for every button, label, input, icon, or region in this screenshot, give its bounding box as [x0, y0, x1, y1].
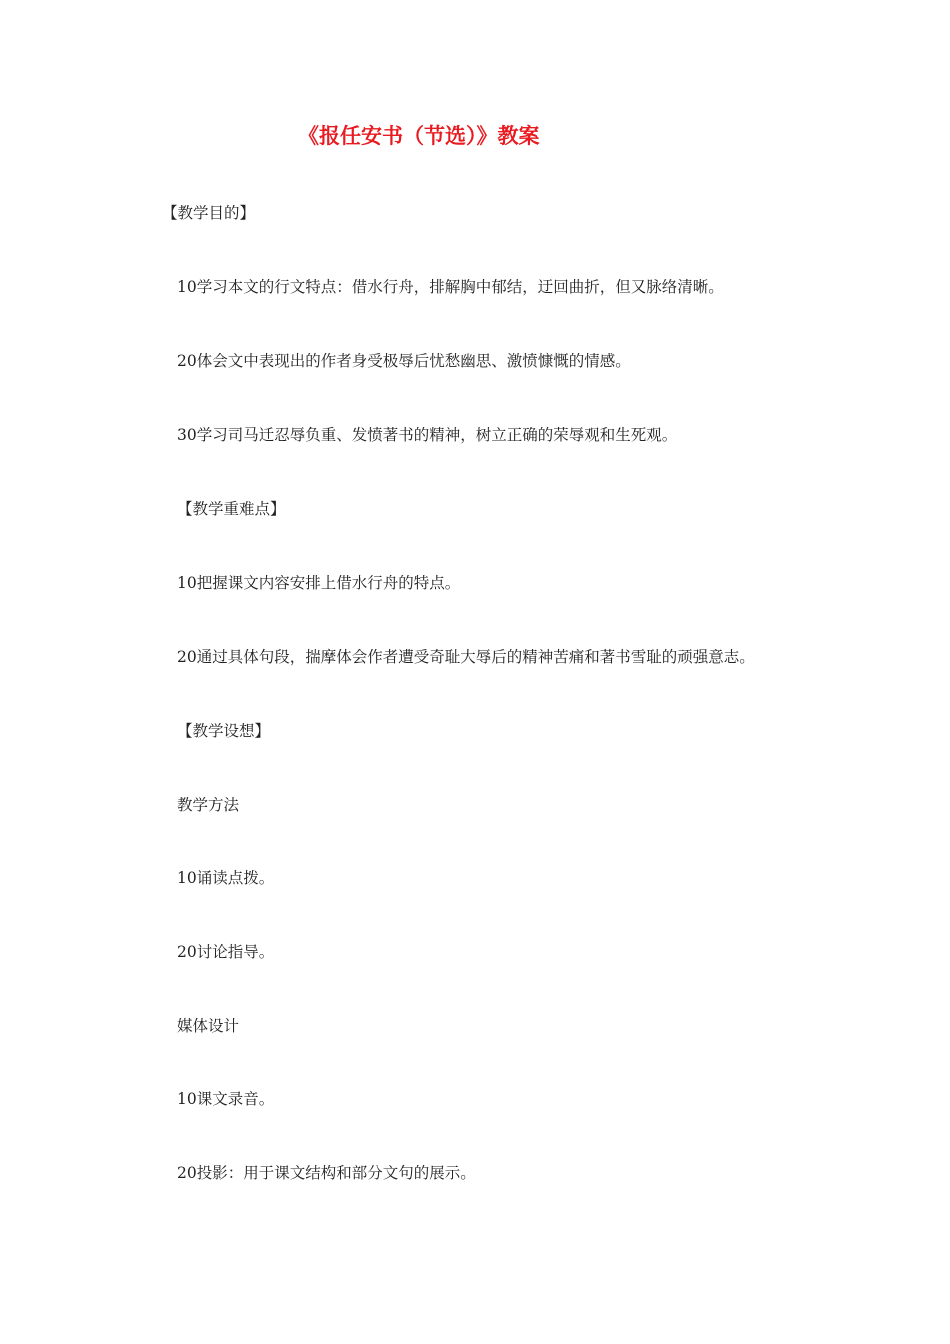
section-heading-design: 【教学设想】	[177, 722, 271, 740]
media-item-2: 20投影：用于课文结构和部分文句的展示。	[177, 1164, 476, 1182]
key-point-item-2: 20通过具体句段，揣摩体会作者遭受奇耻大辱后的精神苦痛和著书雪耻的顽强意志。	[177, 648, 755, 666]
subheading-methods: 教学方法	[177, 796, 240, 814]
document-title: 《报任安书（节选）》教案	[298, 123, 540, 148]
key-point-item-1: 10把握课文内容安排上借水行舟的特点。	[177, 574, 461, 592]
method-item-2: 20讨论指导。	[177, 943, 275, 961]
media-item-1: 10课文录音。	[177, 1090, 275, 1108]
method-item-1: 10诵读点拨。	[177, 869, 275, 887]
objective-item-1: 10学习本文的行文特点：借水行舟，排解胸中郁结，迂回曲折，但又脉络清晰。	[177, 278, 724, 296]
section-heading-key-points: 【教学重难点】	[177, 500, 286, 518]
objective-item-3: 30学习司马迁忍辱负重、发愤著书的精神，树立正确的荣辱观和生死观。	[177, 426, 678, 444]
subheading-media: 媒体设计	[177, 1017, 240, 1035]
section-heading-objectives: 【教学目的】	[162, 204, 256, 222]
objective-item-2: 20体会文中表现出的作者身受极辱后忧愁幽思、激愤慷慨的情感。	[177, 352, 631, 370]
